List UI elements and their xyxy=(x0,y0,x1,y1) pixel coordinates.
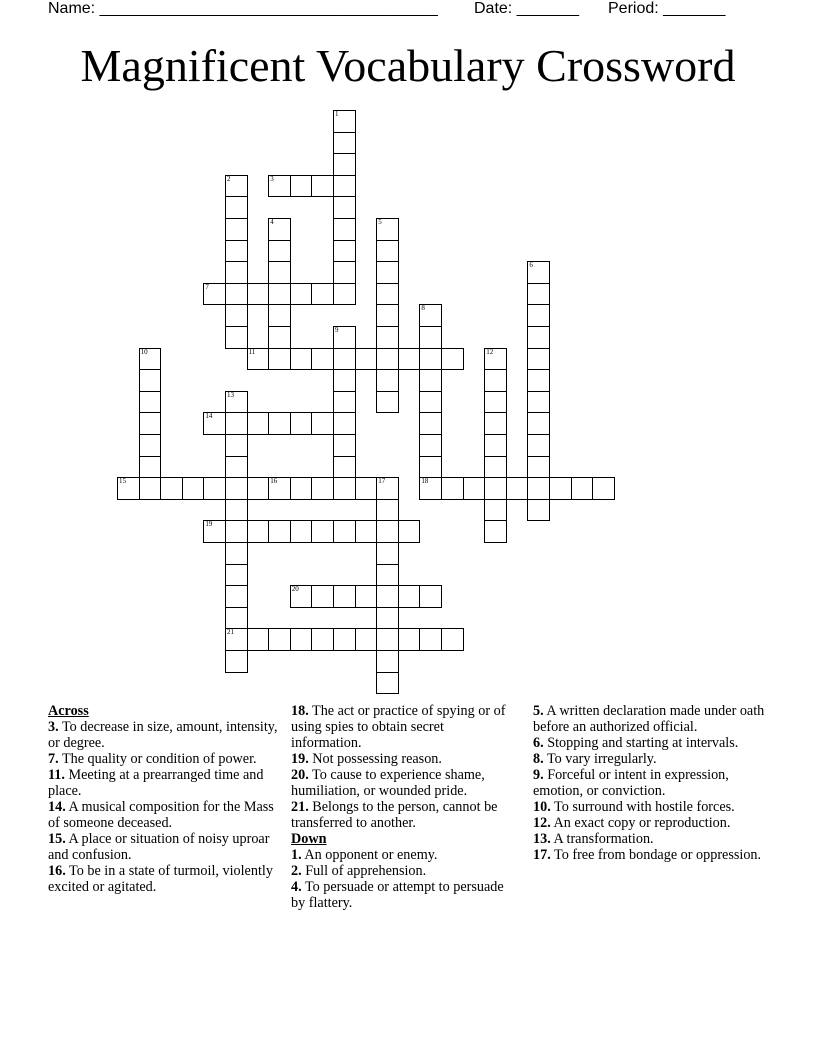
grid-cell[interactable] xyxy=(311,175,334,198)
grid-cell[interactable] xyxy=(333,369,356,392)
grid-cell[interactable] xyxy=(333,240,356,263)
clue-column-3 xyxy=(533,703,768,863)
grid-cell[interactable] xyxy=(376,499,399,522)
grid-cell[interactable] xyxy=(549,477,572,500)
grid-cell[interactable] xyxy=(290,175,313,198)
grid-cell[interactable] xyxy=(376,477,399,500)
grid-cell[interactable] xyxy=(463,477,486,500)
grid-cell[interactable] xyxy=(527,456,550,479)
grid-cell[interactable] xyxy=(225,175,248,198)
grid-cell[interactable] xyxy=(376,564,399,587)
grid-cell[interactable] xyxy=(376,650,399,673)
grid-cell[interactable] xyxy=(484,434,507,457)
grid-cell[interactable] xyxy=(376,240,399,263)
grid-cell[interactable] xyxy=(398,628,421,651)
clue-number: 15 xyxy=(119,477,126,486)
grid-cell[interactable] xyxy=(225,196,248,219)
grid-cell[interactable] xyxy=(139,412,162,435)
grid-cell[interactable] xyxy=(333,477,356,500)
grid-cell[interactable] xyxy=(225,628,248,651)
grid-cell[interactable] xyxy=(333,283,356,306)
grid-cell[interactable] xyxy=(527,348,550,371)
grid-cell[interactable] xyxy=(139,369,162,392)
grid-cell[interactable] xyxy=(290,412,313,435)
clue-across-11: 11. Meeting at a prearranged time and place. xyxy=(48,767,264,799)
grid-cell[interactable] xyxy=(333,218,356,241)
clue-number: 7 xyxy=(205,282,209,291)
grid-cell[interactable] xyxy=(376,585,399,608)
grid-cell[interactable] xyxy=(247,628,270,651)
clue-number: 14 xyxy=(205,412,213,421)
grid-cell[interactable] xyxy=(333,110,356,133)
clue-number: 11 xyxy=(248,347,256,356)
grid-cell[interactable] xyxy=(333,196,356,219)
page-title: Magnificent Vocabulary Crossword xyxy=(80,40,736,91)
grid-cell[interactable] xyxy=(419,391,442,414)
grid-cell[interactable] xyxy=(139,348,162,371)
grid-cell[interactable] xyxy=(311,628,334,651)
grid-cell[interactable] xyxy=(333,261,356,284)
clue-down-10: 10. To surround with hostile forces. xyxy=(533,799,735,815)
grid-cell[interactable] xyxy=(484,456,507,479)
clue-number: 5 xyxy=(378,218,382,226)
grid-cell[interactable] xyxy=(333,391,356,414)
grid-cell[interactable] xyxy=(527,499,550,522)
grid-cell[interactable] xyxy=(268,520,291,543)
grid-cell[interactable] xyxy=(398,585,421,608)
grid-cell[interactable] xyxy=(268,348,291,371)
grid-cell[interactable] xyxy=(592,477,615,500)
grid-cell[interactable] xyxy=(441,628,464,651)
grid-cell[interactable] xyxy=(419,326,442,349)
grid-cell[interactable] xyxy=(225,564,248,587)
clue-down-4: 4. To persuade or attempt to persuade by flattery. xyxy=(291,879,504,911)
clue-number: 13 xyxy=(227,390,234,399)
clue-number: 6 xyxy=(529,261,533,270)
grid-cell[interactable] xyxy=(333,434,356,457)
clue-number: 18 xyxy=(421,477,429,486)
clue-number: 16 xyxy=(270,477,278,486)
grid-cell[interactable] xyxy=(225,499,248,522)
date-field-label: Date: _______ xyxy=(474,0,579,17)
grid-cell[interactable] xyxy=(419,456,442,479)
clue-number: 10 xyxy=(140,347,148,356)
clue-down-2: 2. Full of apprehension. xyxy=(291,863,427,879)
grid-cell[interactable] xyxy=(398,520,421,543)
grid-cell[interactable] xyxy=(139,434,162,457)
grid-cell[interactable] xyxy=(484,499,507,522)
grid-cell[interactable] xyxy=(225,542,248,565)
grid-cell[interactable] xyxy=(268,261,291,284)
grid-cell[interactable] xyxy=(527,283,550,306)
grid-cell[interactable] xyxy=(268,175,291,198)
grid-cell[interactable] xyxy=(333,326,356,349)
name-field-label: Name: ______________________________________ xyxy=(48,0,438,17)
clue-number: 3 xyxy=(270,174,274,183)
grid-cell[interactable] xyxy=(290,520,313,543)
grid-cell[interactable] xyxy=(527,477,550,500)
grid-cell[interactable] xyxy=(419,434,442,457)
clue-down-1: 1. An opponent or enemy. xyxy=(291,847,438,863)
clue-column-1 xyxy=(48,703,278,895)
grid-cell[interactable] xyxy=(311,348,334,371)
clue-across-14: 14. A musical composition for the Mass of someone deceased. xyxy=(48,799,274,831)
grid-cell[interactable] xyxy=(376,628,399,651)
grid-cell[interactable] xyxy=(225,283,248,306)
clue-number: 1 xyxy=(335,110,339,118)
grid-cell[interactable] xyxy=(225,650,248,673)
grid-cell[interactable] xyxy=(376,520,399,543)
grid-cell[interactable] xyxy=(333,628,356,651)
grid-cell[interactable] xyxy=(268,628,291,651)
grid-cell[interactable] xyxy=(203,283,226,306)
clue-across-20: 20. To cause to experience shame, humiliation, or wounded pride. xyxy=(291,767,485,799)
grid-cell[interactable] xyxy=(506,477,529,500)
grid-cell[interactable] xyxy=(419,585,442,608)
grid-cell[interactable] xyxy=(376,672,399,695)
grid-cell[interactable] xyxy=(419,369,442,392)
grid-cell[interactable] xyxy=(484,520,507,543)
grid-cell[interactable] xyxy=(139,456,162,479)
grid-cell[interactable] xyxy=(290,628,313,651)
grid-cell[interactable] xyxy=(311,412,334,435)
grid-cell[interactable] xyxy=(139,477,162,500)
grid-cell[interactable] xyxy=(355,585,378,608)
grid-cell[interactable] xyxy=(333,175,356,198)
clue-down-8: 8. To vary irregularly. xyxy=(533,751,657,767)
across-heading: Across xyxy=(48,703,89,719)
clue-down-13: 13. A transformation. xyxy=(533,831,654,847)
grid-cell[interactable] xyxy=(527,412,550,435)
grid-cell[interactable] xyxy=(225,240,248,263)
grid-cell[interactable] xyxy=(333,585,356,608)
grid-cell[interactable] xyxy=(268,218,291,241)
grid-cell[interactable] xyxy=(225,456,248,479)
grid-cell[interactable] xyxy=(225,326,248,349)
clue-number: 19 xyxy=(205,520,213,529)
grid-cell[interactable] xyxy=(333,153,356,176)
grid-cell[interactable] xyxy=(398,348,421,371)
grid-cell[interactable] xyxy=(376,607,399,630)
grid-cell[interactable] xyxy=(268,412,291,435)
clue-number: 9 xyxy=(335,326,339,334)
grid-cell[interactable] xyxy=(376,542,399,565)
grid-cell[interactable] xyxy=(225,391,248,414)
clue-across-3: 3. To decrease in size, amount, intensity, or degree. xyxy=(48,719,278,751)
period-field-label: Period: _______ xyxy=(608,0,726,17)
grid-cell[interactable] xyxy=(225,520,248,543)
grid-cell[interactable] xyxy=(225,434,248,457)
grid-cell[interactable] xyxy=(484,391,507,414)
grid-cell[interactable] xyxy=(225,607,248,630)
grid-cell[interactable] xyxy=(419,304,442,327)
grid-cell[interactable] xyxy=(527,304,550,327)
grid-cell[interactable] xyxy=(527,261,550,284)
grid-cell[interactable] xyxy=(225,477,248,500)
clue-number: 12 xyxy=(486,347,494,356)
grid-cell[interactable] xyxy=(527,434,550,457)
clue-number: 21 xyxy=(227,628,234,637)
grid-cell[interactable] xyxy=(376,283,399,306)
grid-cell[interactable] xyxy=(139,391,162,414)
grid-cell[interactable] xyxy=(333,456,356,479)
clue-down-9: 9. Forceful or intent in expression, emotion, or conviction. xyxy=(533,767,729,799)
grid-cell[interactable] xyxy=(311,477,334,500)
grid-cell[interactable] xyxy=(247,348,270,371)
grid-cell[interactable] xyxy=(333,132,356,155)
grid-cell[interactable] xyxy=(290,283,313,306)
grid-cell[interactable] xyxy=(311,585,334,608)
clue-across-16: 16. To be in a state of turmoil, violently excited or agitated. xyxy=(48,863,273,895)
grid-cell[interactable] xyxy=(247,412,270,435)
grid-cell[interactable] xyxy=(311,520,334,543)
grid-cell[interactable] xyxy=(441,477,464,500)
grid-cell[interactable] xyxy=(247,477,270,500)
grid-cell[interactable] xyxy=(355,477,378,500)
grid-cell[interactable] xyxy=(117,477,140,500)
clue-number: 20 xyxy=(291,585,299,594)
grid-cell[interactable] xyxy=(419,628,442,651)
grid-cell[interactable] xyxy=(376,304,399,327)
grid-cell[interactable] xyxy=(203,520,226,543)
clue-number: 8 xyxy=(421,304,425,313)
grid-cell[interactable] xyxy=(376,369,399,392)
grid-cell[interactable] xyxy=(225,412,248,435)
grid-cell[interactable] xyxy=(333,412,356,435)
grid-cell[interactable] xyxy=(376,261,399,284)
grid-cell[interactable] xyxy=(268,326,291,349)
grid-cell[interactable] xyxy=(484,477,507,500)
clue-down-12: 12. An exact copy or reproduction. xyxy=(533,815,731,831)
grid-cell[interactable] xyxy=(247,520,270,543)
clue-number: 17 xyxy=(378,477,386,486)
grid-cell[interactable] xyxy=(268,283,291,306)
clue-down-17: 17. To free from bondage or oppression. xyxy=(533,847,762,863)
grid-cell[interactable] xyxy=(225,585,248,608)
grid-cell[interactable] xyxy=(333,348,356,371)
grid-cell[interactable] xyxy=(355,348,378,371)
grid-cell[interactable] xyxy=(290,477,313,500)
grid-cell[interactable] xyxy=(355,520,378,543)
clue-number: 2 xyxy=(227,174,231,183)
grid-cell[interactable] xyxy=(268,304,291,327)
grid-cell[interactable] xyxy=(527,369,550,392)
grid-cell[interactable] xyxy=(376,326,399,349)
grid-cell[interactable] xyxy=(419,477,442,500)
grid-cell[interactable] xyxy=(203,477,226,500)
grid-cell[interactable] xyxy=(527,326,550,349)
grid-cell[interactable] xyxy=(182,477,205,500)
grid-cell[interactable] xyxy=(290,348,313,371)
grid-cell[interactable] xyxy=(268,240,291,263)
down-heading: Down xyxy=(291,831,327,847)
clue-across-15: 15. A place or situation of noisy uproar and confusion. xyxy=(48,831,270,863)
grid-cell[interactable] xyxy=(290,585,313,608)
grid-cell[interactable] xyxy=(484,412,507,435)
grid-cell[interactable] xyxy=(355,628,378,651)
clue-down-6: 6. Stopping and starting at intervals. xyxy=(533,735,739,751)
grid-cell[interactable] xyxy=(160,477,183,500)
clue-number: 4 xyxy=(270,218,274,226)
clue-column-2 xyxy=(291,703,517,911)
grid-cell[interactable] xyxy=(376,391,399,414)
grid-cell[interactable] xyxy=(333,520,356,543)
grid-cell[interactable] xyxy=(419,412,442,435)
grid-cell[interactable] xyxy=(376,348,399,371)
grid-cell[interactable] xyxy=(376,218,399,241)
grid-cell[interactable] xyxy=(247,283,270,306)
clue-down-5: 5. A written declaration made under oath before an authorized official. xyxy=(533,703,765,735)
grid-cell[interactable] xyxy=(527,391,550,414)
grid-cell[interactable] xyxy=(419,348,442,371)
grid-cell[interactable] xyxy=(225,261,248,284)
grid-cell[interactable] xyxy=(225,218,248,241)
clue-across-19: 19. Not possessing reason. xyxy=(291,751,442,767)
clue-across-21: 21. Belongs to the person, cannot be transferred to another. xyxy=(291,799,498,831)
grid-cell[interactable] xyxy=(484,369,507,392)
grid-cell[interactable] xyxy=(268,477,291,500)
grid-cell[interactable] xyxy=(311,283,334,306)
grid-cell[interactable] xyxy=(571,477,594,500)
grid-cell[interactable] xyxy=(203,412,226,435)
grid-cell[interactable] xyxy=(484,348,507,371)
clue-across-7: 7. The quality or condition of power. xyxy=(48,751,257,767)
grid-cell[interactable] xyxy=(441,348,464,371)
grid-cell[interactable] xyxy=(225,304,248,327)
clue-across-18: 18. The act or practice of spying or of using spies to obtain secret information. xyxy=(291,703,506,751)
